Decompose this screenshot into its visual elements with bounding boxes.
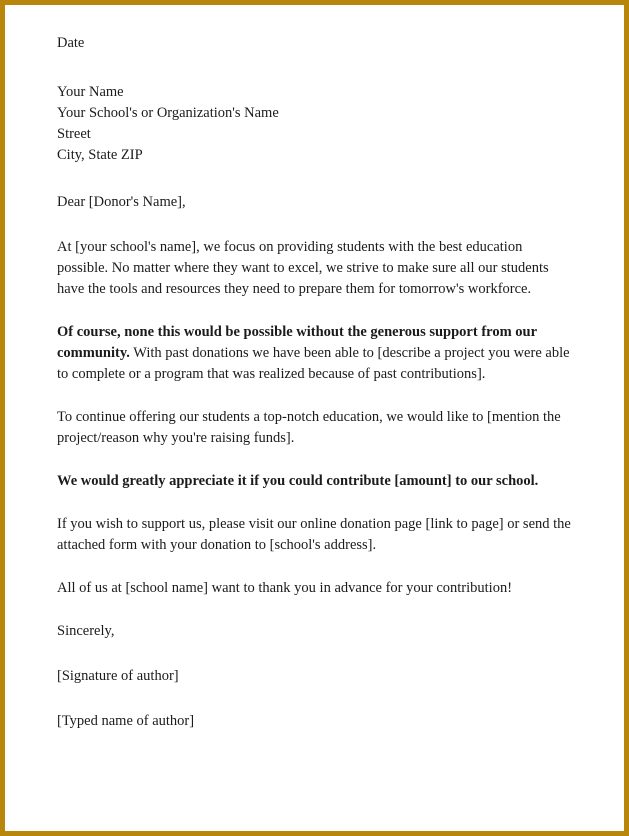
date-line: Date	[57, 35, 85, 51]
paragraph-ask-bold: We would greatly appreciate it if you could contribute [amount] to our school.	[57, 473, 539, 490]
salutation: Dear [Donor's Name],	[57, 194, 186, 211]
sender-organization: Your School's or Organization's Name	[57, 105, 279, 122]
paragraph-intro: At [your school's name], we focus on providing students with the best education possible. No matter where they want to excel, we strive to make sure all our students have the tools and resources they need to prepare them for tomorrow's workforce.	[57, 239, 549, 298]
sender-city-state-zip: City, State ZIP	[57, 147, 143, 164]
closing-line: Sincerely,	[57, 623, 115, 640]
paragraph-support-bold: Of course, none this would be possible without the generous support from our community.	[57, 324, 537, 362]
paragraph-purpose: To continue offering our students a top-notch education, we would like to [mention the project/reason why you're raising funds].	[57, 409, 561, 447]
sender-name: Your Name	[57, 84, 124, 101]
sender-address-block	[57, 82, 576, 166]
paragraph-support-rest: With past donations we have been able to [describe a project you were able to complete or a program that was realized because of past contributions].	[57, 345, 570, 383]
sender-street: Street	[57, 126, 91, 143]
paragraph-how-to-give: If you wish to support us, please visit our online donation page [link to page] or send the attached form with your donation to [school's address].	[57, 516, 571, 554]
paragraph-thanks: All of us at [school name] want to thank you in advance for your contribution!	[57, 580, 513, 597]
paragraph-ask	[57, 471, 576, 492]
typed-name-placeholder: [Typed name of author]	[57, 713, 195, 730]
letter-body	[5, 5, 624, 794]
paragraph-support	[57, 322, 576, 385]
signature-placeholder: [Signature of author]	[57, 668, 179, 685]
